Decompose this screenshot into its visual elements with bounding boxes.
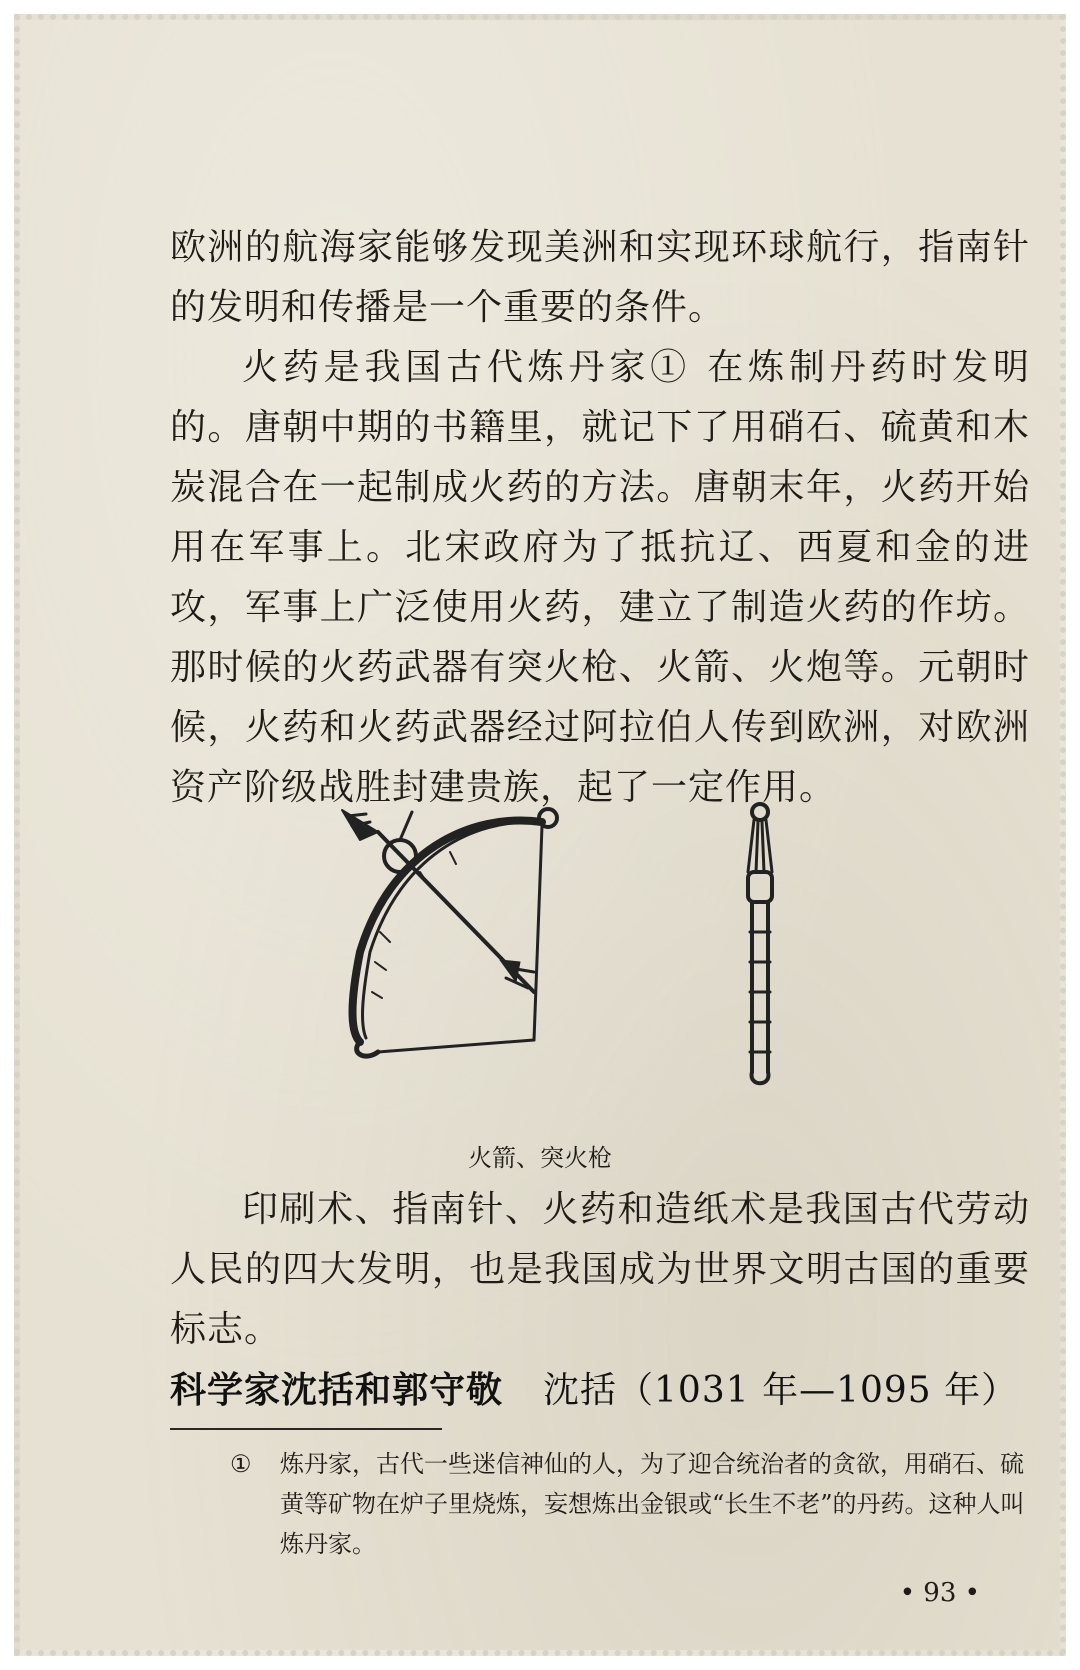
footnote-text: 炼丹家，古代一些迷信神仙的人，为了迎合统治者的贪欲，用硝石、硫黄等矿物在炉子里烧炼，妄想炼出金银或“长生不老”的丹药。这种人叫炼丹家。 [280, 1450, 1025, 1558]
footnote [170, 1444, 1030, 1564]
paragraph-gunpowder: 火药是我国古代炼丹家① 在炼制丹药时发明的。唐朝中期的书籍里，就记下了用硝石、硫黄和木炭混合在一起制成火药的方法。唐朝末年，火药开始用在军事上。北宋政府为了抵抗辽、西夏和金的进攻，军事上广泛使用火药，建立了制造火药的作坊。那时候的火药武器有突火枪、火箭、火炮等。元朝时候，火药和火药武器经过阿拉伯人传到欧洲，对欧洲资产阶级战胜封建贵族，起了一定作用。 [170, 347, 1030, 808]
footnote-marker: ① [230, 1450, 252, 1478]
book-page [14, 14, 1066, 1656]
footnote-divider [170, 1428, 442, 1430]
illustration-caption: 火箭、突火枪 [468, 1144, 612, 1172]
section-subtitle: 沈括（1031 年—1095 年） [543, 1370, 1019, 1411]
paragraph-compass: 欧洲的航海家能够发现美洲和实现环球航行，指南针的发明和传播是一个重要的条件。 [170, 227, 1030, 328]
section-title: 科学家沈括和郭守敬 [170, 1369, 504, 1411]
section-heading [170, 1362, 1030, 1413]
fire-arrow-illustration [320, 792, 590, 1092]
page-number: • 93 • [899, 1578, 980, 1608]
paragraph-four-inventions: 印刷术、指南针、火药和造纸术是我国古代劳动人民的四大发明，也是我国成为世界文明古国的重要标志。 [170, 1189, 1030, 1350]
fire-lance-illustration [728, 802, 788, 1102]
